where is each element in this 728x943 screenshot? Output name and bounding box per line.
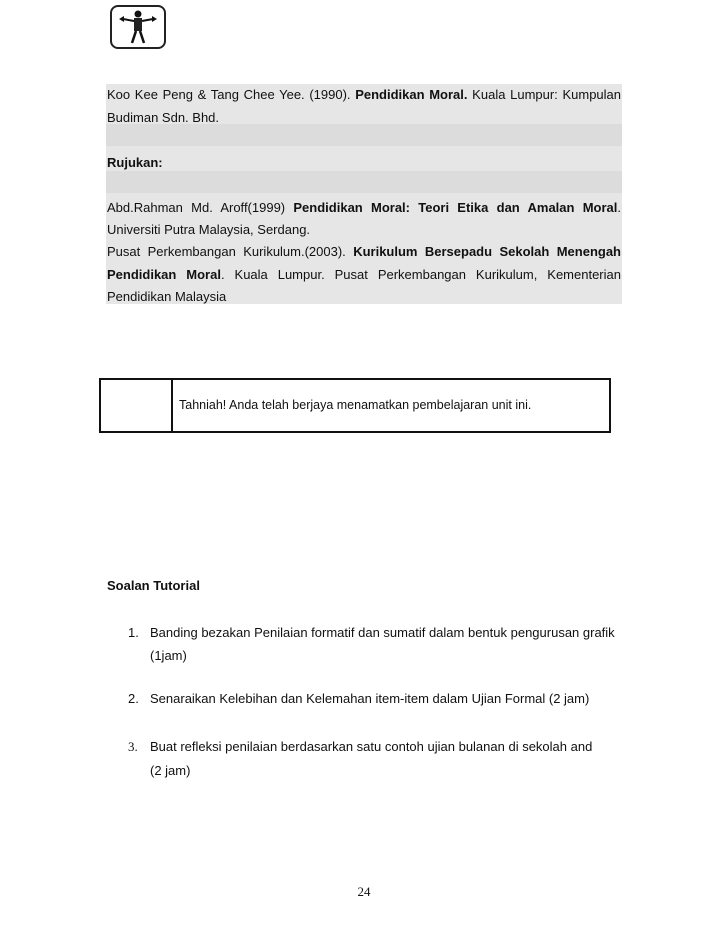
congrats-box [99,378,611,433]
reference-abd-line2: Universiti Putra Malaysia, Serdang. [107,222,311,237]
question-text: Senaraikan Kelebihan dan Kelemahan item-item dalam Ujian Formal (2 jam) [150,691,590,706]
reference-pusat-line2: Pendidikan Moral. Kuala Lumpur. Pusat Perkembangan Kurikulum, Kementerian [107,267,621,282]
tutorial-heading: Soalan Tutorial [107,578,200,593]
reference-abd-line1: Abd.Rahman Md. Aroff(1999) Pendidikan Moral: Teori Etika dan Amalan Moral. [107,200,622,215]
person-with-arrows-icon [117,9,159,45]
page-number: 24 [357,884,371,899]
question-text-cont: (2 jam) [150,763,191,778]
question-number: 1. [128,625,139,640]
reference-koo-line1: Koo Kee Peng & Tang Chee Yee. (1990). Pendidikan Moral. Kuala Lumpur: Kumpulan [107,87,622,102]
question-number: 3. [128,739,138,754]
reference-pusat-line3: Pendidikan Malaysia [107,289,227,304]
question-number: 2. [128,691,139,706]
question-text: Buat refleksi penilaian berdasarkan satu contoh ujian bulanan di sekolah and [150,739,593,754]
reference-koo-line2: Budiman Sdn. Bhd. [107,110,220,125]
reference-pusat-line1: Pusat Perkembangan Kurikulum.(2003). Kurikulum Bersepadu Sekolah Menengah [107,244,621,259]
congrats-divider [171,380,173,431]
rujukan-heading: Rujukan: [107,155,163,170]
question-text-cont: (1jam) [150,648,187,663]
reference-shade-4 [106,171,622,193]
question-text: Banding bezakan Penilaian formatif dan sumatif dalam bentuk pengurusan grafik [150,625,615,640]
header-icon-frame [110,5,166,49]
congrats-message: Tahniah! Anda telah berjaya menamatkan pembelajaran unit ini. [179,398,532,412]
reference-shade-2 [106,124,622,146]
